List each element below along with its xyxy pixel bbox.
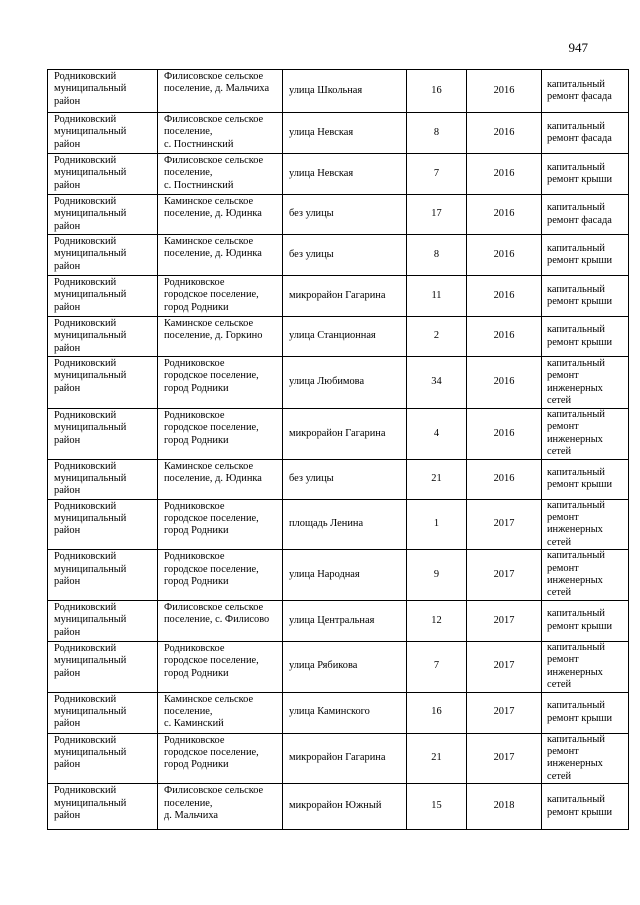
district-cell: Родниковский муниципальный район	[48, 641, 158, 692]
year-cell: 2016	[467, 195, 542, 235]
work-type-cell: капитальный ремонт крыши	[542, 154, 629, 195]
street-cell: микрорайон Гагарина	[283, 409, 407, 460]
table-row	[48, 499, 629, 550]
table-row	[48, 235, 629, 276]
street-cell: улица Каминского	[283, 692, 407, 733]
year-cell: 2016	[467, 235, 542, 276]
street-cell: площадь Ленина	[283, 499, 407, 550]
street-cell: улица Рябикова	[283, 641, 407, 692]
settlement-cell: Филисовское сельское поселение, с. Филисово	[158, 600, 283, 641]
district-cell: Родниковский муниципальный район	[48, 113, 158, 154]
work-type-cell: капитальный ремонт фасада	[542, 195, 629, 235]
settlement-cell: Родниковское городское поселение, город Родники	[158, 499, 283, 550]
work-type-cell: капитальный ремонт инженерных сетей	[542, 357, 629, 409]
house-number-cell: 8	[407, 113, 467, 154]
table-row	[48, 195, 629, 235]
year-cell: 2017	[467, 499, 542, 550]
street-cell: улица Народная	[283, 550, 407, 601]
street-cell: улица Центральная	[283, 600, 407, 641]
year-cell: 2016	[467, 357, 542, 409]
district-cell: Родниковский муниципальный район	[48, 784, 158, 830]
house-number-cell: 1	[407, 499, 467, 550]
table-row	[48, 276, 629, 317]
district-cell: Родниковский муниципальный район	[48, 154, 158, 195]
settlement-cell: Филисовское сельское поселение, с. Постнинский	[158, 154, 283, 195]
year-cell: 2018	[467, 784, 542, 830]
street-cell: без улицы	[283, 195, 407, 235]
work-type-cell: капитальный ремонт инженерных сетей	[542, 733, 629, 784]
street-cell: микрорайон Гагарина	[283, 276, 407, 317]
settlement-cell: Филисовское сельское поселение, с. Постнинский	[158, 113, 283, 154]
house-number-cell: 12	[407, 600, 467, 641]
settlement-cell: Родниковское городское поселение, город Родники	[158, 276, 283, 317]
house-number-cell: 7	[407, 154, 467, 195]
house-number-cell: 4	[407, 409, 467, 460]
work-type-cell: капитальный ремонт инженерных сетей	[542, 409, 629, 460]
settlement-cell: Каминское сельское поселение, д. Юдинка	[158, 459, 283, 499]
settlement-cell: Родниковское городское поселение, город Родники	[158, 733, 283, 784]
street-cell: улица Школьная	[283, 70, 407, 113]
house-number-cell: 16	[407, 692, 467, 733]
year-cell: 2017	[467, 692, 542, 733]
year-cell: 2016	[467, 276, 542, 317]
district-cell: Родниковский муниципальный район	[48, 733, 158, 784]
year-cell: 2017	[467, 550, 542, 601]
house-number-cell: 21	[407, 733, 467, 784]
work-type-cell: капитальный ремонт крыши	[542, 600, 629, 641]
street-cell: микрорайон Южный	[283, 784, 407, 830]
district-cell: Родниковский муниципальный район	[48, 195, 158, 235]
street-cell: улица Любимова	[283, 357, 407, 409]
settlement-cell: Каминское сельское поселение, с. Каминский	[158, 692, 283, 733]
street-cell: улица Невская	[283, 154, 407, 195]
table-row	[48, 459, 629, 499]
work-type-cell: капитальный ремонт крыши	[542, 784, 629, 830]
table-row	[48, 154, 629, 195]
street-cell: улица Станционная	[283, 317, 407, 357]
district-cell: Родниковский муниципальный район	[48, 550, 158, 601]
district-cell: Родниковский муниципальный район	[48, 459, 158, 499]
work-type-cell: капитальный ремонт фасада	[542, 70, 629, 113]
table-row	[48, 733, 629, 784]
district-cell: Родниковский муниципальный район	[48, 499, 158, 550]
district-cell: Родниковский муниципальный район	[48, 600, 158, 641]
year-cell: 2016	[467, 70, 542, 113]
table-row	[48, 600, 629, 641]
work-type-cell: капитальный ремонт крыши	[542, 276, 629, 317]
district-cell: Родниковский муниципальный район	[48, 692, 158, 733]
table-row	[48, 113, 629, 154]
district-cell: Родниковский муниципальный район	[48, 276, 158, 317]
table-row	[48, 784, 629, 830]
settlement-cell: Каминское сельское поселение, д. Горкино	[158, 317, 283, 357]
house-number-cell: 21	[407, 459, 467, 499]
house-number-cell: 11	[407, 276, 467, 317]
settlement-cell: Филисовское сельское поселение, д. Мальчиха	[158, 784, 283, 830]
table-row	[48, 550, 629, 601]
page-number: 947	[568, 40, 588, 55]
table-row	[48, 641, 629, 692]
year-cell: 2017	[467, 641, 542, 692]
district-cell: Родниковский муниципальный район	[48, 357, 158, 409]
work-type-cell: капитальный ремонт инженерных сетей	[542, 499, 629, 550]
house-number-cell: 16	[407, 70, 467, 113]
table-row	[48, 317, 629, 357]
settlement-cell: Родниковское городское поселение, город Родники	[158, 357, 283, 409]
settlement-cell: Родниковское городское поселение, город Родники	[158, 409, 283, 460]
table-row	[48, 70, 629, 113]
street-cell: без улицы	[283, 235, 407, 276]
work-type-cell: капитальный ремонт крыши	[542, 317, 629, 357]
work-type-cell: капитальный ремонт крыши	[542, 692, 629, 733]
settlement-cell: Каминское сельское поселение, д. Юдинка	[158, 235, 283, 276]
district-cell: Родниковский муниципальный район	[48, 317, 158, 357]
year-cell: 2017	[467, 600, 542, 641]
house-number-cell: 2	[407, 317, 467, 357]
work-type-cell: капитальный ремонт инженерных сетей	[542, 641, 629, 692]
house-number-cell: 8	[407, 235, 467, 276]
year-cell: 2016	[467, 409, 542, 460]
work-type-cell: капитальный ремонт крыши	[542, 235, 629, 276]
work-type-cell: капитальный ремонт фасада	[542, 113, 629, 154]
settlement-cell: Родниковское городское поселение, город Родники	[158, 550, 283, 601]
house-number-cell: 7	[407, 641, 467, 692]
year-cell: 2017	[467, 733, 542, 784]
settlement-cell: Филисовское сельское поселение, д. Мальчиха	[158, 70, 283, 113]
house-number-cell: 34	[407, 357, 467, 409]
street-cell: улица Невская	[283, 113, 407, 154]
table-row	[48, 357, 629, 409]
work-type-cell: капитальный ремонт инженерных сетей	[542, 550, 629, 601]
district-cell: Родниковский муниципальный район	[48, 409, 158, 460]
house-number-cell: 15	[407, 784, 467, 830]
street-cell: микрорайон Гагарина	[283, 733, 407, 784]
settlement-cell: Родниковское городское поселение, город Родники	[158, 641, 283, 692]
year-cell: 2016	[467, 154, 542, 195]
district-cell: Родниковский муниципальный район	[48, 235, 158, 276]
repair-schedule-table	[47, 69, 629, 830]
work-type-cell: капитальный ремонт крыши	[542, 459, 629, 499]
table-row	[48, 409, 629, 460]
year-cell: 2016	[467, 113, 542, 154]
district-cell: Родниковский муниципальный район	[48, 70, 158, 113]
table-row	[48, 692, 629, 733]
table-body	[48, 70, 629, 830]
year-cell: 2016	[467, 317, 542, 357]
settlement-cell: Каминское сельское поселение, д. Юдинка	[158, 195, 283, 235]
house-number-cell: 9	[407, 550, 467, 601]
street-cell: без улицы	[283, 459, 407, 499]
year-cell: 2016	[467, 459, 542, 499]
house-number-cell: 17	[407, 195, 467, 235]
